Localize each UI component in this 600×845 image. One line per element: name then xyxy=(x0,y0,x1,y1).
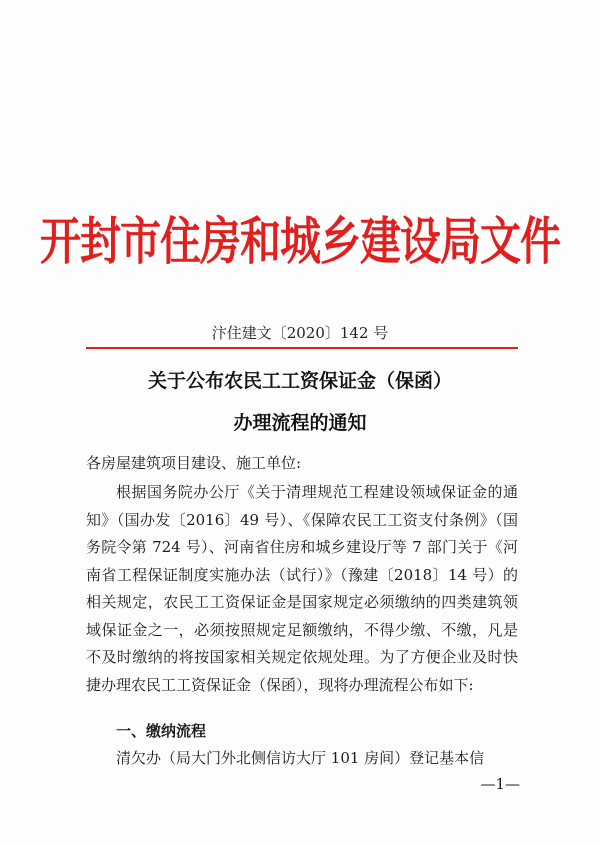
section-heading-payment-process: 一、缴纳流程 xyxy=(116,722,207,740)
body-paragraph-1: 根据国务院办公厅《关于清理规范工程建设领域保证金的通知》（国办发〔2016〕49 号）、《保障农民工工资支付条例》（国务院令第 724 号）、河南省住房和城乡建设厅等 7 部门关于《河南省工程保证制度实施办法（试行）》（豫建〔2018〕14 号）的相关规定，农民工工资保证金是国家规定必须缴纳的四类建筑领域保证金之一，必须按照规定足额缴纳，不得少缴、不缴，凡是不及时缴纳的将按国家相关规定依规处理。为了方便企业及时快捷办理农民工工资保证金（保函），现将办理流程公布如下: xyxy=(86,483,518,694)
red-divider-line xyxy=(86,347,518,349)
salutation: 各房屋建筑项目建设、施工单位: xyxy=(86,454,302,472)
page-number: —1— xyxy=(480,775,520,793)
document-number: 汴住建文〔2020〕142 号 xyxy=(211,324,389,342)
issuing-authority-header: 开封市住房和城乡建设局文件 xyxy=(40,211,560,272)
notice-title-line-1: 关于公布农民工工资保证金（保函） xyxy=(147,370,452,392)
body-paragraph-2: 清欠办（局大门外北侧信访大厅 101 房间）登记基本信 xyxy=(116,749,485,767)
notice-title-line-2: 办理流程的通知 xyxy=(233,412,367,434)
